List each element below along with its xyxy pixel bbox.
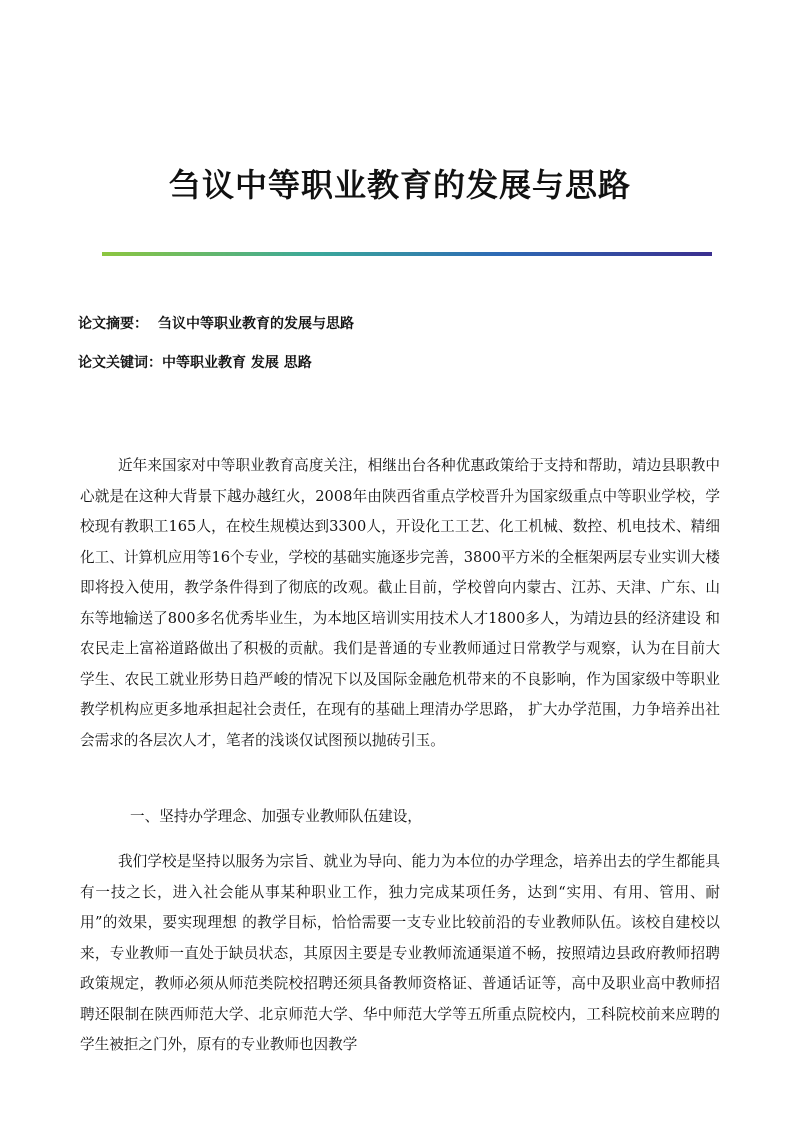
body-paragraph-2: 我们学校是坚持以服务为宗旨、就业为导向、能力为本位的办学理念，培养出去的学生都能具有一技之长，进入社会能从事某种职业工作，独力完成某项任务，达到“实用、有用、管用、耐用”的效果，要实现理想 的教学目标，恰恰需要一支专业比较前沿的专业教师队伍。该校自建校以来，专业教师一直处于缺员状态，其原因主要是专业教师流通渠道不畅，按照靖边县政府教师招聘政策规定，教师必须从师范类院校招聘还须具备教师资格证、普通话证等，高中及职业高中教师招聘还限制在陕西师范大学、北京师范大学、华中师范大学等五所重点院校内，工科院校前来应聘的学生被拒之门外，原有的专业教师也因教学 <box>80 853 720 1053</box>
abstract-text: 刍议中等职业教育的发展与思路 <box>158 316 354 332</box>
section-heading-1: 一、坚持办学理念、加强专业教师队伍建设， <box>130 808 422 825</box>
abstract-line <box>78 313 354 333</box>
keywords-line <box>78 352 312 372</box>
abstract-label: 论文摘要： <box>78 316 148 332</box>
keywords-text: 中等职业教育 发展 思路 <box>162 355 312 371</box>
document-title: 刍议中等职业教育的发展与思路 <box>168 166 631 204</box>
body-paragraph-1: 近年来国家对中等职业教育高度关注，相继出台各种优惠政策给于支持和帮助，靖边县职教中心就是在这种大背景下越办越红火，2008年由陕西省重点学校晋升为国家级重点中等职业学校，学校现有教职工165人，在校生规模达到3300人，开设化工工艺、化工机械、数控、机电技术、精细化工、计算机应用等16个专业，学校的基础实施逐步完善，3800平方米的全框架两层专业实训大楼即将投入使用，教学条件得到了彻底的改观。截止目前，学校曾向内蒙古、江苏、天津、广东、山东等地输送了800多名优秀毕业生，为本地区培训实用技术人才1800多人，为靖边县的经济建设 和农民走上富裕道路做出了积极的贡献。我们是普通的专业教师通过日常教学与观察，认为在目前大学生、农民工就业形势日趋严峻的情况下以及国际金融危机带来的不良影响，作为国家级中等职业教学机构应更多地承担起社会责任，在现有的基础上理清办学思路， 扩大办学范围，力争培养出社会需求的各层次人才，笔者的浅谈仅试图预以抛砖引玉。 <box>80 457 720 749</box>
title-divider <box>102 252 712 256</box>
keywords-label: 论文关键词： <box>78 355 162 371</box>
